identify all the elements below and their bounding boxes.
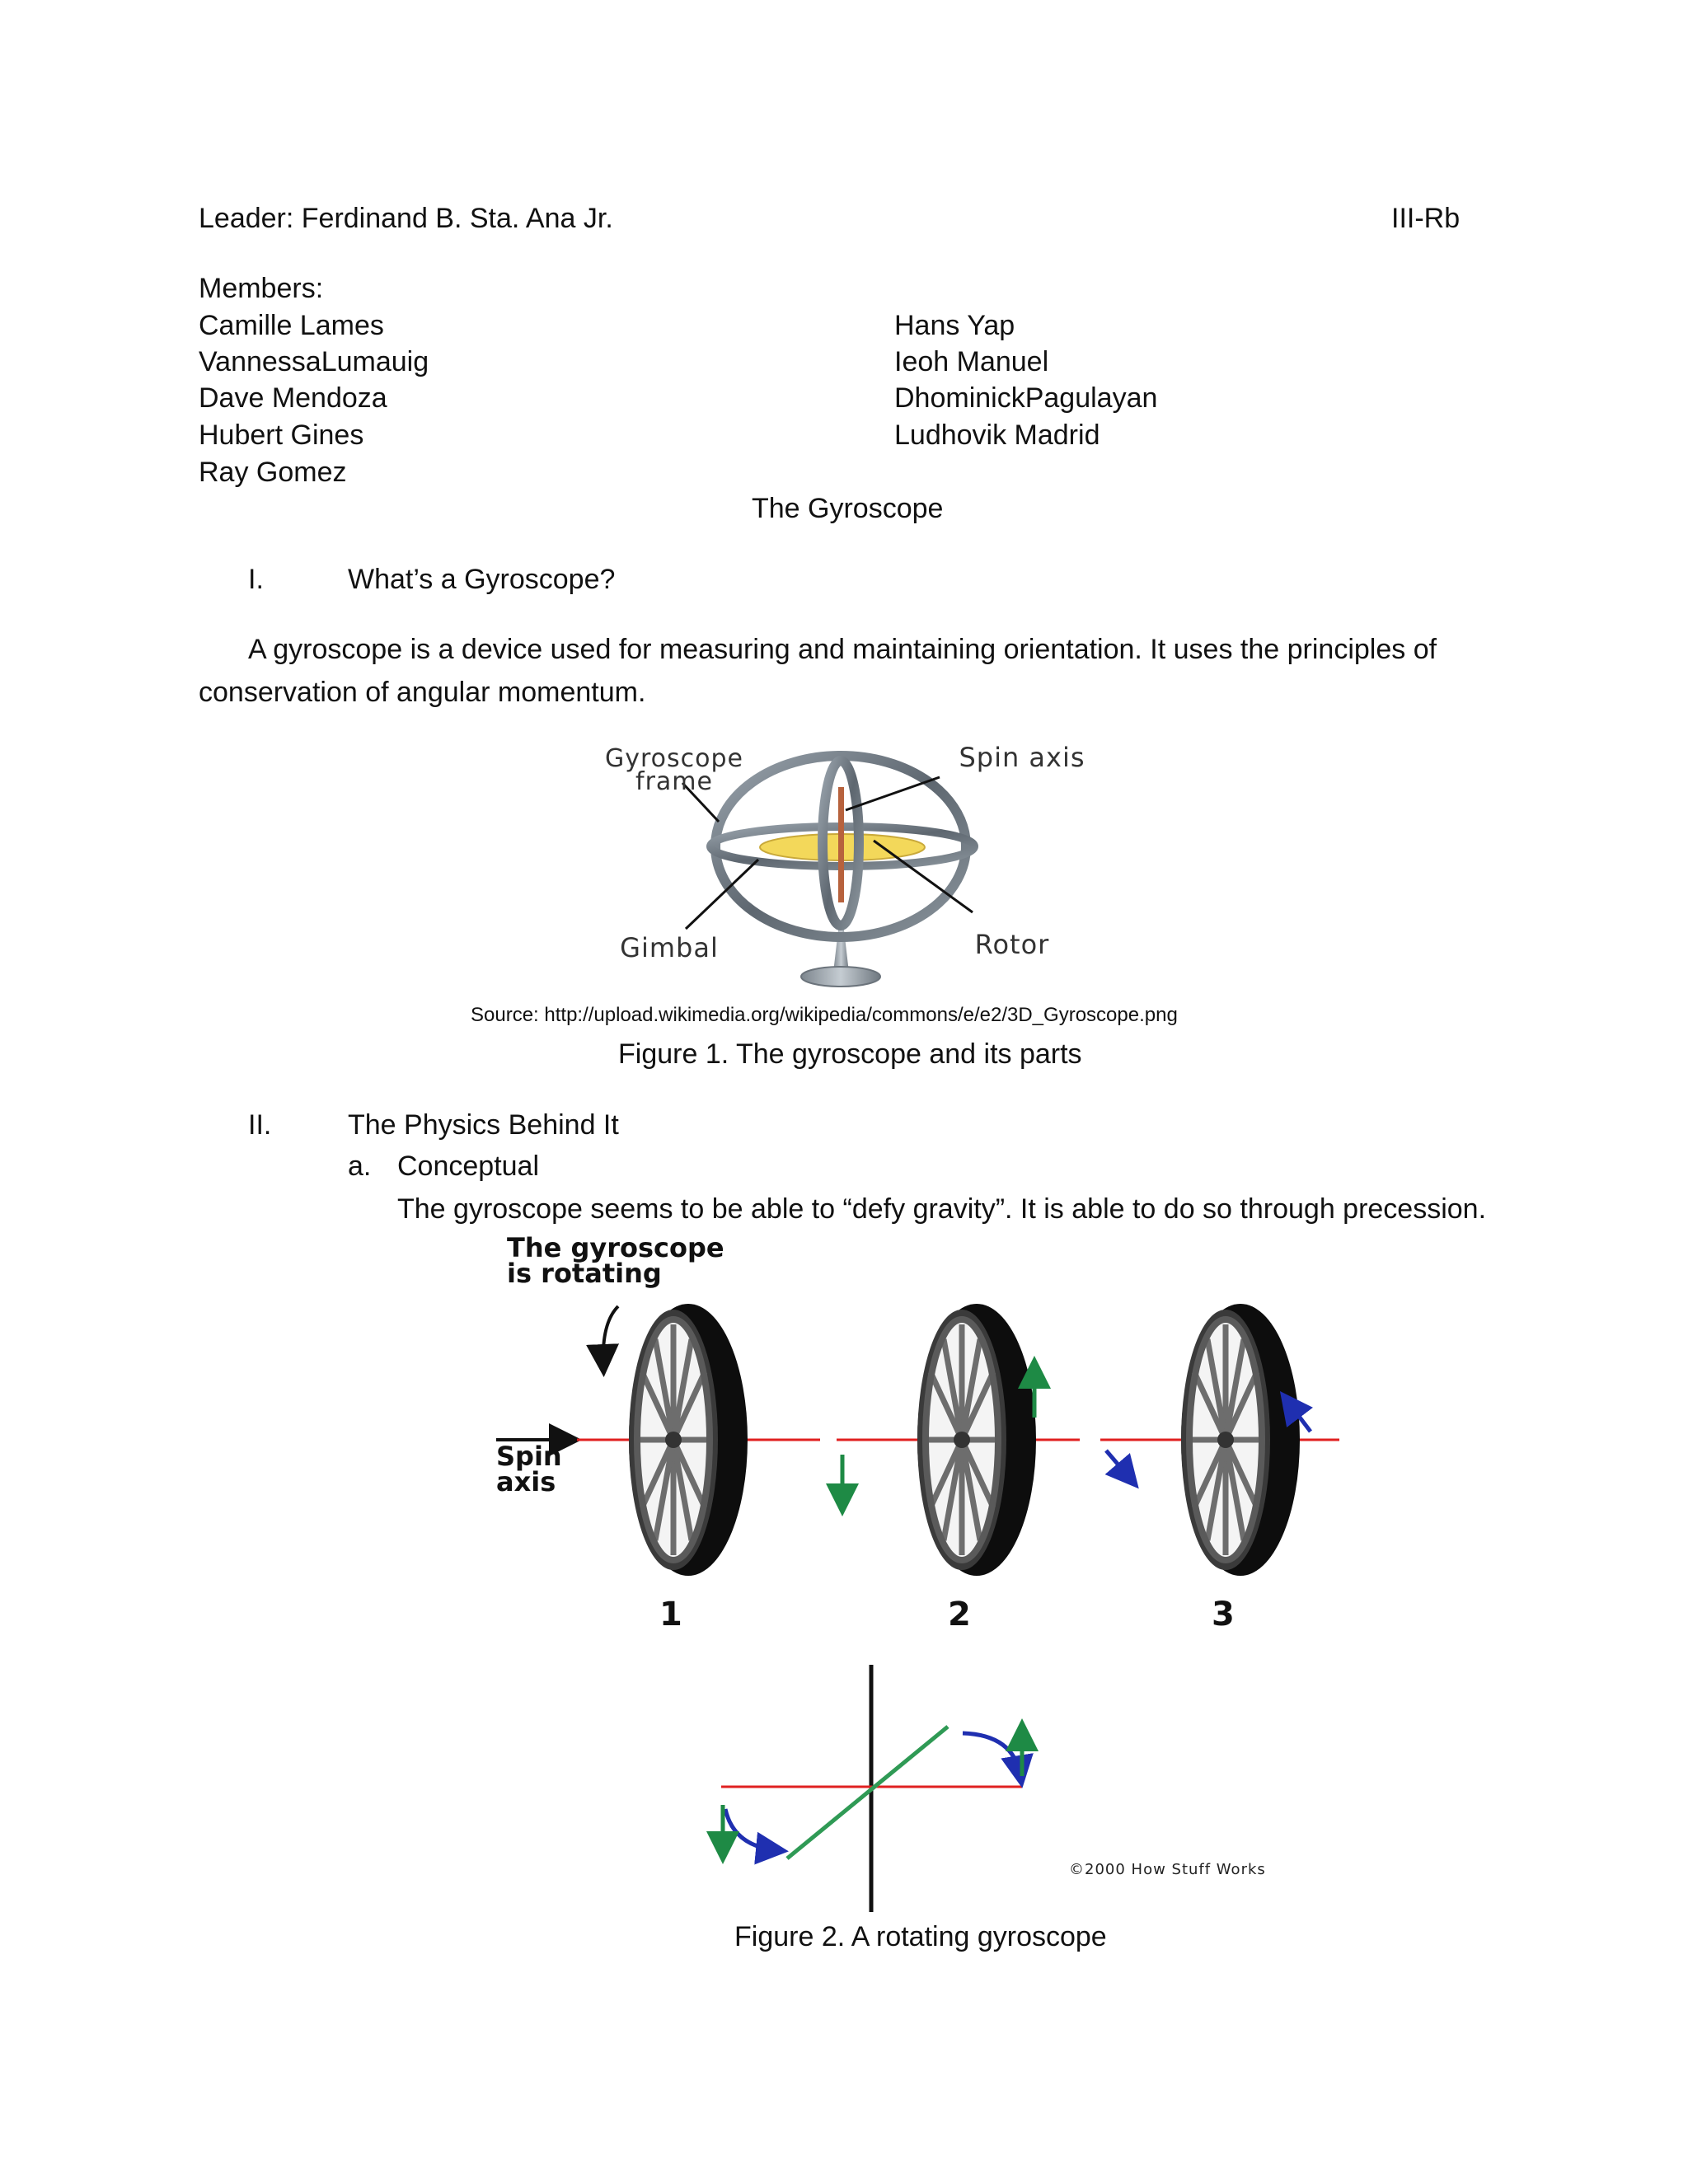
section-2-heading: The Physics Behind It: [348, 1109, 619, 1141]
wheel-2: [917, 1304, 1036, 1576]
leader-line: Leader: Ferdinand B. Sta. Ana Jr.: [199, 203, 613, 234]
tilted-spin-line: [787, 1727, 948, 1858]
figure-2-caption: Figure 2. A rotating gyroscope: [734, 1921, 1107, 1952]
member-name: Hans Yap: [894, 310, 1015, 341]
section-code: III-Rb: [1391, 203, 1461, 234]
precession-arrow-right: [963, 1733, 1020, 1776]
label-rotor: Rotor: [974, 929, 1050, 960]
member-name: Ray Gomez: [199, 457, 347, 488]
label-gimbal: Gimbal: [620, 932, 719, 963]
member-name: VannessaLumauig: [199, 346, 429, 377]
document-title: The Gyroscope: [752, 493, 944, 524]
member-name: Hubert Gines: [199, 419, 364, 451]
label-frame-line2: frame: [635, 767, 713, 796]
copyright-notice: ©2000 How Stuff Works: [1069, 1861, 1266, 1878]
rotating-label-line2: is rotating: [507, 1258, 662, 1289]
label-spin-axis: Spin axis: [959, 742, 1085, 773]
wheel-number-1: 1: [659, 1596, 682, 1633]
subsection-heading: Conceptual: [397, 1151, 540, 1182]
section-1-heading: What’s a Gyroscope?: [348, 564, 616, 595]
section-1-paragraph-line1: A gyroscope is a device used for measuring and maintaining orientation. It uses the principles of: [248, 634, 1437, 665]
section-1-number: I.: [248, 564, 264, 595]
wheel-number-2: 2: [948, 1596, 971, 1633]
member-name: Ludhovik Madrid: [894, 419, 1100, 451]
member-name: Camille Lames: [199, 310, 384, 341]
rotating-label-line1: The gyroscope: [507, 1232, 724, 1263]
precession-arrow-left: [725, 1809, 776, 1850]
member-name: Ieoh Manuel: [894, 346, 1049, 377]
label-frame-line1: Gyroscope: [604, 744, 744, 773]
wheel-3-down-arrow: [1106, 1451, 1131, 1479]
subsection-text: The gyroscope seems to be able to “defy gravity”. It is able to do so through precession.: [397, 1193, 1487, 1225]
rotation-arrow: [603, 1306, 618, 1364]
subsection-letter: a.: [348, 1151, 372, 1182]
section-1-paragraph-line2: conservation of angular momentum.: [199, 677, 646, 708]
gyroscope-diagram: [577, 738, 1121, 997]
member-name: DhominickPagulayan: [894, 382, 1158, 414]
wheel-3: [1181, 1304, 1300, 1576]
section-2-number: II.: [248, 1109, 272, 1141]
wheel-number-3: 3: [1212, 1596, 1235, 1633]
spin-axis-label-line2: axis: [496, 1466, 556, 1497]
wheel-1: [629, 1304, 748, 1576]
figure-1-source: Source: http://upload.wikimedia.org/wikipedia/commons/e/e2/3D_Gyroscope.png: [471, 1004, 1178, 1026]
rotating-gyroscope-diagram: [486, 1232, 1352, 1916]
spin-axis-label-line1: Spin: [496, 1441, 562, 1472]
members-heading: Members:: [199, 273, 324, 304]
member-name: Dave Mendoza: [199, 382, 387, 414]
figure-1-caption: Figure 1. The gyroscope and its parts: [618, 1038, 1082, 1070]
